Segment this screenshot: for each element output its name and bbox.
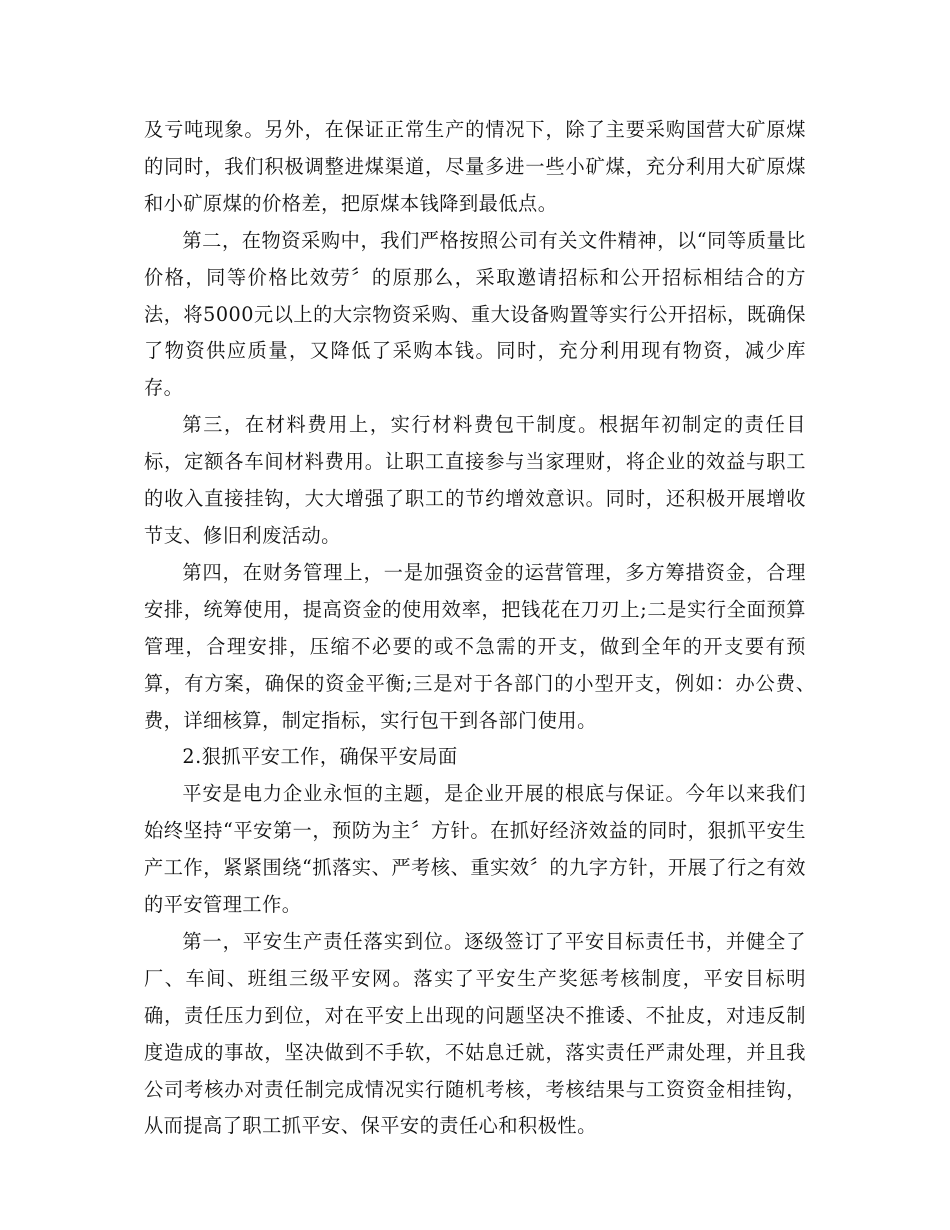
paragraph-coal-procurement: 及亏吨现象。另外，在保证正常生产的情况下，除了主要采购国营大矿原煤的同时，我们积极调整进煤渠道，尽量多进一些小矿煤，充分利用大矿原煤和小矿原煤的价格差，把原煤本钱降到最低点。 <box>144 118 806 215</box>
paragraph-material-purchasing: 第二，在物资采购中，我们严格按照公司有关文件精神，以“同等质量比价格，同等价格比效劳〞的原那么，采取邀请招标和公开招标相结合的方法，将5000元以上的大宗物资采购、重大设备购置等实行公开招标，既确保了物资供应质量，又降低了采购本钱。同时，充分利用现有物资，减少库存。 <box>144 228 806 400</box>
paragraph-safety-theme: 平安是电力企业永恒的主题，是企业开展的根底与保证。今年以来我们始终坚持“平安第一，预防为主〞方针。在抓好经济效益的同时，狠抓平安生产工作，紧紧围绕“抓落实、严考核、重实效〞的九字方针，开展了行之有效的平安管理工作。 <box>144 782 806 917</box>
paragraph-financial-management: 第四，在财务管理上，一是加强资金的运营管理，多方筹措资金，合理安排，统筹使用，提高资金的使用效率，把钱花在刀刃上;二是实行全面预算管理，合理安排，压缩不必要的或不急需的开支，做到全年的开支要有预算，有方案，确保的资金平衡;三是对于各部门的小型开支，例如：办公费、 费，详细核算，制定指标，实行包干到各部门使用。 <box>144 560 826 732</box>
paragraph-material-costs: 第三，在材料费用上，实行材料费包干制度。根据年初制定的责任目标，定额各车间材料费用。让职工直接参与当家理财，将企业的效益与职工的收入直接挂钩，大大增强了职工的节约增效意识。同时，还积极开展增收节支、修旧利废活动。 <box>144 413 806 547</box>
section-heading-safety: 2.狠抓平安工作，确保平安局面 <box>182 745 458 769</box>
paragraph-safety-responsibility: 第一，平安生产责任落实到位。逐级签订了平安目标责任书，并健全了厂、车间、班组三级平安网。落实了平安生产奖惩考核制度，平安目标明确，责任压力到位，对在平安上出现的问题坚决不推诿、不扯皮，对违反制度造成的事故，坚决做到不手软，不姑息迁就，落实责任严肃处理，并且我公司考核办对责任制完成情况实行随机考核，考核结果与工资资金相挂钩，从而提高了职工抓平安、保平安的责任心和积极性。 <box>144 929 806 1138</box>
document-page <box>144 112 826 1145</box>
